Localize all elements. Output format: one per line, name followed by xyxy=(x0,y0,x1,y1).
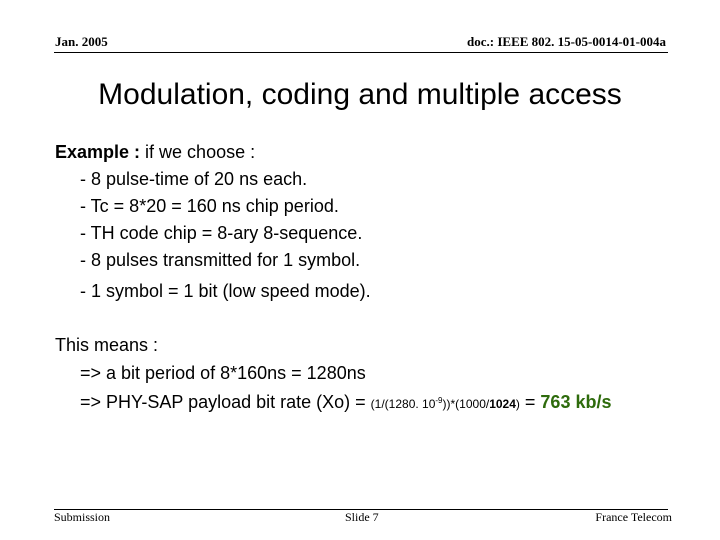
bit-rate-equals: = xyxy=(519,392,541,412)
example-heading xyxy=(55,142,255,163)
bit-rate-formula: (1/(1280. $10^{-9}))*(1000/1024)$ xyxy=(370,396,520,411)
bit-rate-result: 763 kb/s xyxy=(540,392,612,412)
example-item: - Tc = 8*20 = 160 ns chip period. xyxy=(80,196,339,216)
header-rule xyxy=(54,52,668,53)
slide-title: Modulation, coding and multiple access xyxy=(98,78,622,111)
footer-slide-number: Slide 7 xyxy=(345,510,379,524)
footer-submission: Submission xyxy=(54,510,111,524)
footer-organization: France Telecom xyxy=(595,510,672,524)
means-heading: This means : xyxy=(55,335,159,355)
example-item: - 8 pulse-time of 20 ns each. xyxy=(80,169,308,189)
bit-period-line: => a bit period of 8*160ns = 1280ns xyxy=(80,363,366,383)
header-date: Jan. 2005 xyxy=(55,34,108,49)
bit-rate-line xyxy=(80,392,611,413)
example-intro: if we choose : xyxy=(140,142,256,162)
bit-rate-prefix: => PHY-SAP payload bit rate (Xo) = xyxy=(80,392,371,412)
example-item: - 1 symbol = 1 bit (low speed mode). xyxy=(80,281,371,301)
formula-exponent: -9 xyxy=(435,396,443,405)
example-item: - TH code chip = 8-ary 8-sequence. xyxy=(80,223,363,243)
example-label: Example : xyxy=(55,142,141,162)
header-doc-id: doc.: IEEE 802. 15-05-0014-01-004a xyxy=(467,34,666,49)
example-item: - 8 pulses transmitted for 1 symbol. xyxy=(80,250,361,270)
formula-bold-term: 1024 xyxy=(489,397,516,411)
